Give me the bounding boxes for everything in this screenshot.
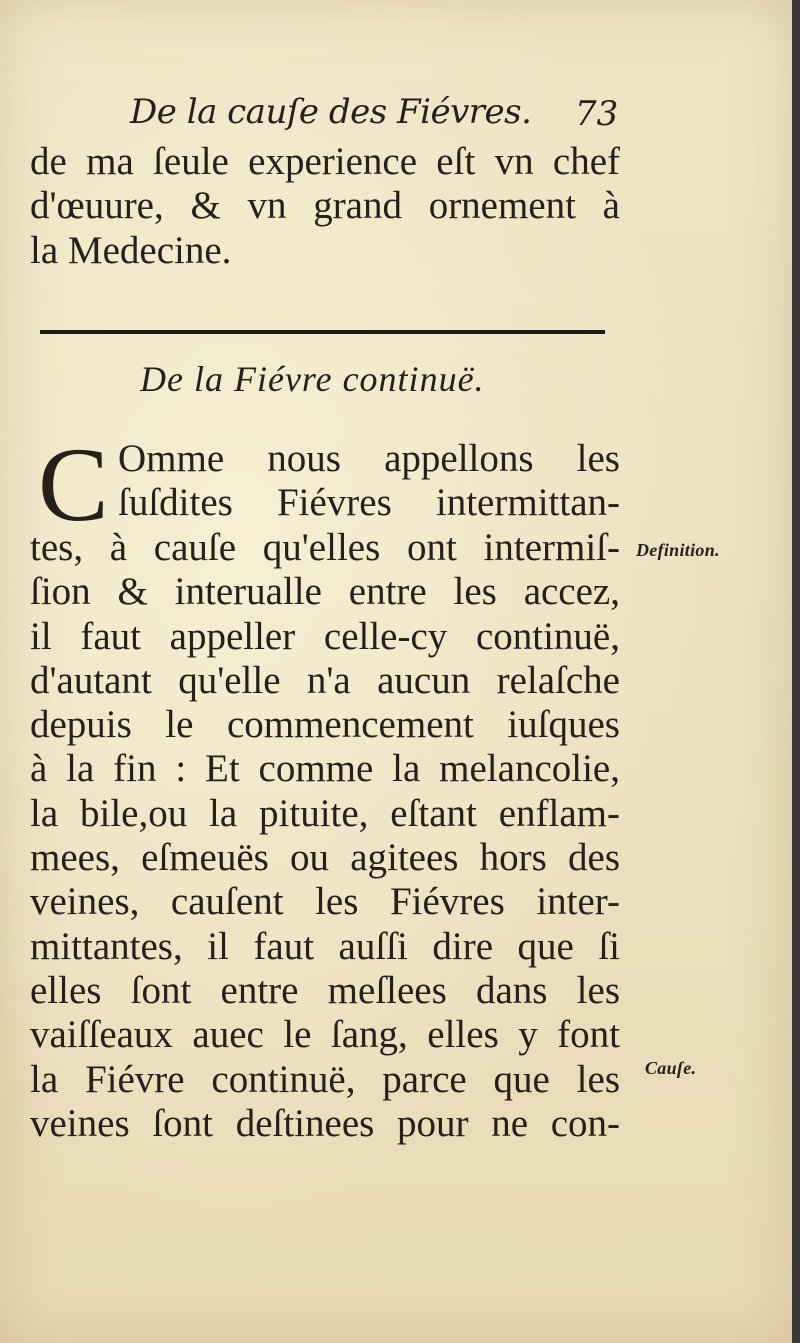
text-line: veines, cauſent les Fiévres inter-	[30, 880, 620, 924]
text-line: depuis le commencement iuſques	[30, 703, 620, 747]
text-line: Omme nous appellons les	[118, 437, 620, 480]
text-line: il faut appeller celle-cy continuë,	[30, 614, 620, 658]
text-line: d'autant qu'elle n'a aucun relaſche	[30, 658, 620, 702]
text-line: à la fin : Et comme la melancolie,	[30, 747, 620, 791]
text-line: elles ſont entre meſlees dans les	[30, 968, 620, 1012]
text-line: tes, à cauſe qu'elles ont intermiſ-	[30, 526, 620, 569]
page-edge-shadow	[792, 0, 800, 1343]
body-paragraph	[30, 526, 620, 1146]
text-line: d'œuure, & vn grand ornement à	[30, 184, 620, 228]
text-line: veines ſont deſtinees pour ne con-	[30, 1101, 620, 1145]
margin-note-cause: Cauſe.	[645, 1058, 697, 1078]
text-line: ſion & interualle entre les accez,	[30, 570, 620, 614]
page-number: 73	[575, 94, 619, 134]
text-line: mittantes, il faut auſſi dire que ſi	[30, 924, 620, 968]
text-line: vaiſſeaux auec le ſang, elles y font	[30, 1013, 620, 1057]
section-divider-rule	[40, 330, 605, 334]
first-lines	[118, 437, 620, 526]
text-line: la Fiévre continuë, parce que les	[30, 1057, 620, 1101]
text-line: la Medecine.	[30, 228, 232, 272]
text-line: de ma ſeule experience eſt vn chef	[30, 140, 620, 183]
margin-note-definition: Definition.	[636, 540, 720, 560]
text-line: la bile,ou la pituite, eſtant enflam-	[30, 791, 620, 835]
text-line: ſuſdites Fiévres intermittan-	[118, 481, 620, 525]
running-head-title: De la cauſe des Fiévres.	[130, 92, 532, 132]
drop-cap: C	[38, 426, 109, 543]
section-title: De la Fiévre continuë.	[140, 359, 485, 399]
intro-paragraph	[30, 140, 620, 273]
text-line: mees, eſmeuës ou agitees hors des	[30, 836, 620, 880]
running-head	[130, 92, 630, 142]
